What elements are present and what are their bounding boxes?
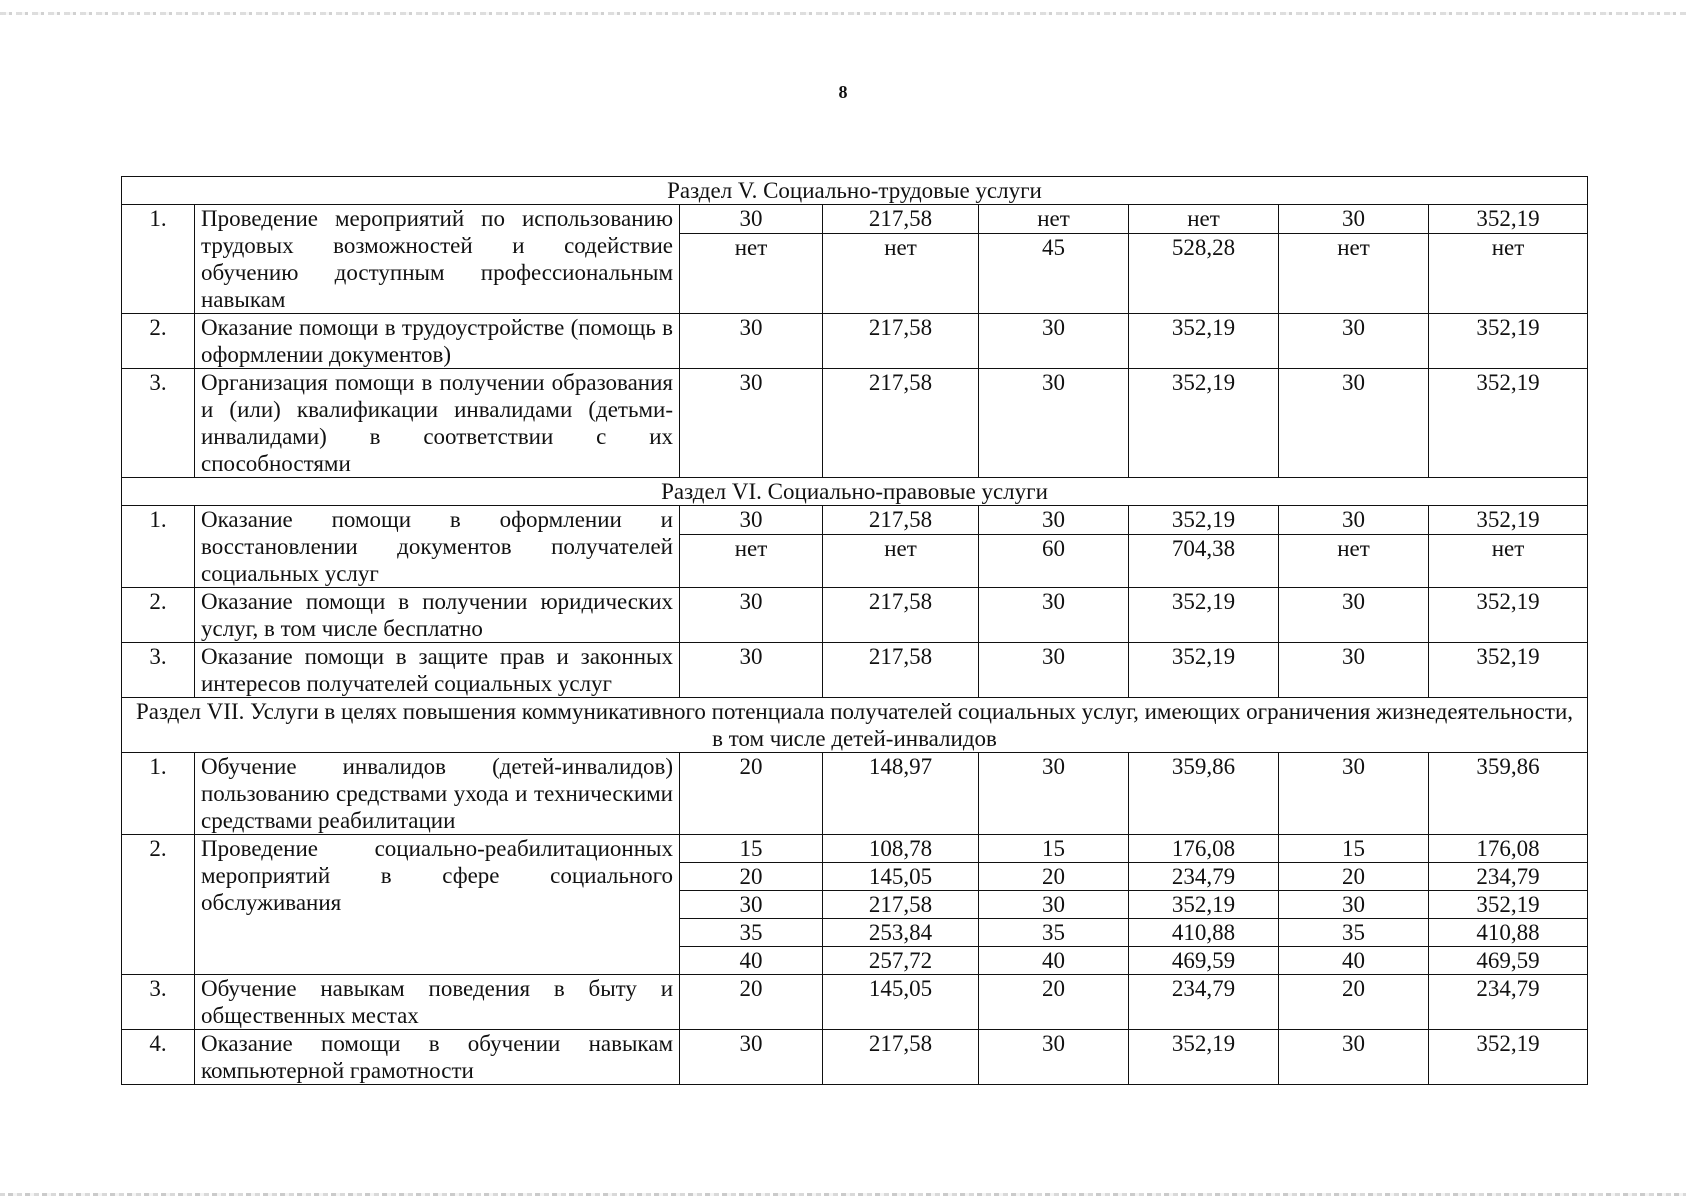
value-cell: 40 <box>680 947 823 975</box>
value-cell: 217,58 <box>823 369 979 478</box>
value-cell: 352,19 <box>1129 891 1279 919</box>
scan-edge-bottom <box>0 1193 1686 1196</box>
value-cell: 30 <box>1279 314 1429 369</box>
value-cell: 15 <box>680 835 823 863</box>
value-cell: 469,59 <box>1129 947 1279 975</box>
value-cell: 176,08 <box>1129 835 1279 863</box>
section-row <box>122 177 1588 205</box>
row-number: 2. <box>122 835 195 975</box>
row-number: 1. <box>122 506 195 588</box>
section-title: Раздел VI. Социально-правовые услуги <box>122 478 1588 506</box>
service-name: Оказание помощи в получении юридических услуг, в том числе бесплатно <box>195 588 680 643</box>
value-cell: 30 <box>680 891 823 919</box>
value-cell: 217,58 <box>823 588 979 643</box>
value-cell: 30 <box>979 643 1129 698</box>
value-cell: 60 <box>979 534 1129 587</box>
value-cell: 352,19 <box>1129 369 1279 478</box>
value-cell: 30 <box>680 1030 823 1085</box>
value-cell: 234,79 <box>1129 863 1279 891</box>
value-cell: 352,19 <box>1129 643 1279 698</box>
scan-edge-top <box>0 12 1686 15</box>
service-name: Оказание помощи в трудоустройстве (помощь в оформлении документов) <box>195 314 680 369</box>
row-number: 2. <box>122 314 195 369</box>
value-cell: 35 <box>1279 919 1429 947</box>
value-cell: нет <box>1429 233 1588 313</box>
value-cell: 30 <box>979 314 1129 369</box>
value-cell: 352,19 <box>1429 205 1588 234</box>
value-cell: 359,86 <box>1129 753 1279 835</box>
value-cell: нет <box>1279 233 1429 313</box>
value-cell: 528,28 <box>1129 233 1279 313</box>
service-name: Оказание помощи в защите прав и законных интересов получателей социальных услуг <box>195 643 680 698</box>
value-cell: 20 <box>680 753 823 835</box>
value-cell: 30 <box>680 205 823 234</box>
value-cell: 234,79 <box>1129 975 1279 1030</box>
value-cell: нет <box>823 233 979 313</box>
value-cell: 257,72 <box>823 947 979 975</box>
table-row <box>122 643 1588 698</box>
value-cell: 352,19 <box>1429 506 1588 535</box>
value-cell: 108,78 <box>823 835 979 863</box>
value-cell: 30 <box>1279 643 1429 698</box>
value-cell: 359,86 <box>1429 753 1588 835</box>
value-cell: 30 <box>680 314 823 369</box>
value-cell: 469,59 <box>1429 947 1588 975</box>
value-cell: 20 <box>979 863 1129 891</box>
table-row <box>122 588 1588 643</box>
value-cell: 15 <box>1279 835 1429 863</box>
value-cell: 35 <box>979 919 1129 947</box>
value-cell: 30 <box>979 753 1129 835</box>
value-cell: нет <box>1129 205 1279 234</box>
table-row <box>122 205 1588 234</box>
value-cell: 30 <box>1279 369 1429 478</box>
value-cell: 30 <box>979 588 1129 643</box>
value-cell: 30 <box>1279 205 1429 234</box>
service-name: Проведение социально-реабилитационных мероприятий в сфере социального обслуживания <box>195 835 680 975</box>
table-row <box>122 314 1588 369</box>
value-cell: 35 <box>680 919 823 947</box>
section-row <box>122 698 1588 753</box>
value-cell: 45 <box>979 233 1129 313</box>
value-cell: 410,88 <box>1429 919 1588 947</box>
value-cell: 30 <box>1279 753 1429 835</box>
value-cell: 352,19 <box>1129 506 1279 535</box>
value-cell: 30 <box>680 369 823 478</box>
value-cell: 30 <box>1279 506 1429 535</box>
value-cell: 148,97 <box>823 753 979 835</box>
row-number: 2. <box>122 588 195 643</box>
table-row <box>122 753 1588 835</box>
value-cell: 352,19 <box>1429 588 1588 643</box>
value-cell: нет <box>979 205 1129 234</box>
row-number: 3. <box>122 643 195 698</box>
value-cell: 30 <box>1279 588 1429 643</box>
section-title: Раздел V. Социально-трудовые услуги <box>122 177 1588 205</box>
value-cell: 253,84 <box>823 919 979 947</box>
value-cell: 30 <box>979 369 1129 478</box>
value-cell: нет <box>680 534 823 587</box>
value-cell: 30 <box>1279 1030 1429 1085</box>
table-row <box>122 1030 1588 1085</box>
value-cell: 40 <box>1279 947 1429 975</box>
value-cell: 217,58 <box>823 314 979 369</box>
services-table <box>121 176 1588 1085</box>
value-cell: 30 <box>680 643 823 698</box>
value-cell: 234,79 <box>1429 863 1588 891</box>
value-cell: 145,05 <box>823 863 979 891</box>
value-cell: 30 <box>979 1030 1129 1085</box>
value-cell: 217,58 <box>823 643 979 698</box>
service-name: Обучение инвалидов (детей-инвалидов) пользованию средствами ухода и техническими средствами реабилитации <box>195 753 680 835</box>
value-cell: нет <box>823 534 979 587</box>
table-row <box>122 369 1588 478</box>
service-name: Обучение навыкам поведения в быту и общественных местах <box>195 975 680 1030</box>
value-cell: 217,58 <box>823 891 979 919</box>
value-cell: 217,58 <box>823 506 979 535</box>
value-cell: 352,19 <box>1429 314 1588 369</box>
row-number: 1. <box>122 205 195 314</box>
value-cell: 145,05 <box>823 975 979 1030</box>
service-name: Организация помощи в получении образования и (или) квалификации инвалидами (детьми-инвалидами) в соответствии с их способностями <box>195 369 680 478</box>
value-cell: нет <box>680 233 823 313</box>
value-cell: нет <box>1429 534 1588 587</box>
value-cell: 20 <box>1279 863 1429 891</box>
table-row <box>122 975 1588 1030</box>
row-number: 4. <box>122 1030 195 1085</box>
value-cell: 30 <box>680 506 823 535</box>
value-cell: 352,19 <box>1129 314 1279 369</box>
value-cell: 40 <box>979 947 1129 975</box>
value-cell: 704,38 <box>1129 534 1279 587</box>
value-cell: 20 <box>680 863 823 891</box>
section-row <box>122 478 1588 506</box>
service-name: Оказание помощи в обучении навыкам компьютерной грамотности <box>195 1030 680 1085</box>
value-cell: 176,08 <box>1429 835 1588 863</box>
page-number: 8 <box>838 82 848 102</box>
value-cell: 30 <box>1279 891 1429 919</box>
value-cell: 217,58 <box>823 1030 979 1085</box>
value-cell: 352,19 <box>1129 588 1279 643</box>
value-cell: 352,19 <box>1429 891 1588 919</box>
value-cell: 30 <box>979 506 1129 535</box>
value-cell: 30 <box>979 891 1129 919</box>
table-row <box>122 506 1588 535</box>
value-cell: 217,58 <box>823 205 979 234</box>
service-name: Оказание помощи в оформлении и восстановлении документов получателей социальных услуг <box>195 506 680 588</box>
value-cell: 352,19 <box>1429 1030 1588 1085</box>
value-cell: 352,19 <box>1129 1030 1279 1085</box>
value-cell: 20 <box>680 975 823 1030</box>
table-row <box>122 835 1588 863</box>
row-number: 3. <box>122 369 195 478</box>
value-cell: нет <box>1279 534 1429 587</box>
value-cell: 20 <box>979 975 1129 1030</box>
row-number: 1. <box>122 753 195 835</box>
value-cell: 352,19 <box>1429 369 1588 478</box>
value-cell: 20 <box>1279 975 1429 1030</box>
section-title: Раздел VII. Услуги в целях повышения коммуникативного потенциала получателей социальных услуг, имеющих ограничения жизнедеятельности, в том числе детей-инвалидов <box>122 698 1588 753</box>
value-cell: 30 <box>680 588 823 643</box>
service-name: Проведение мероприятий по использованию трудовых возможностей и содействие обучению доступным профессиональным навыкам <box>195 205 680 314</box>
value-cell: 15 <box>979 835 1129 863</box>
value-cell: 352,19 <box>1429 643 1588 698</box>
value-cell: 234,79 <box>1429 975 1588 1030</box>
value-cell: 410,88 <box>1129 919 1279 947</box>
row-number: 3. <box>122 975 195 1030</box>
